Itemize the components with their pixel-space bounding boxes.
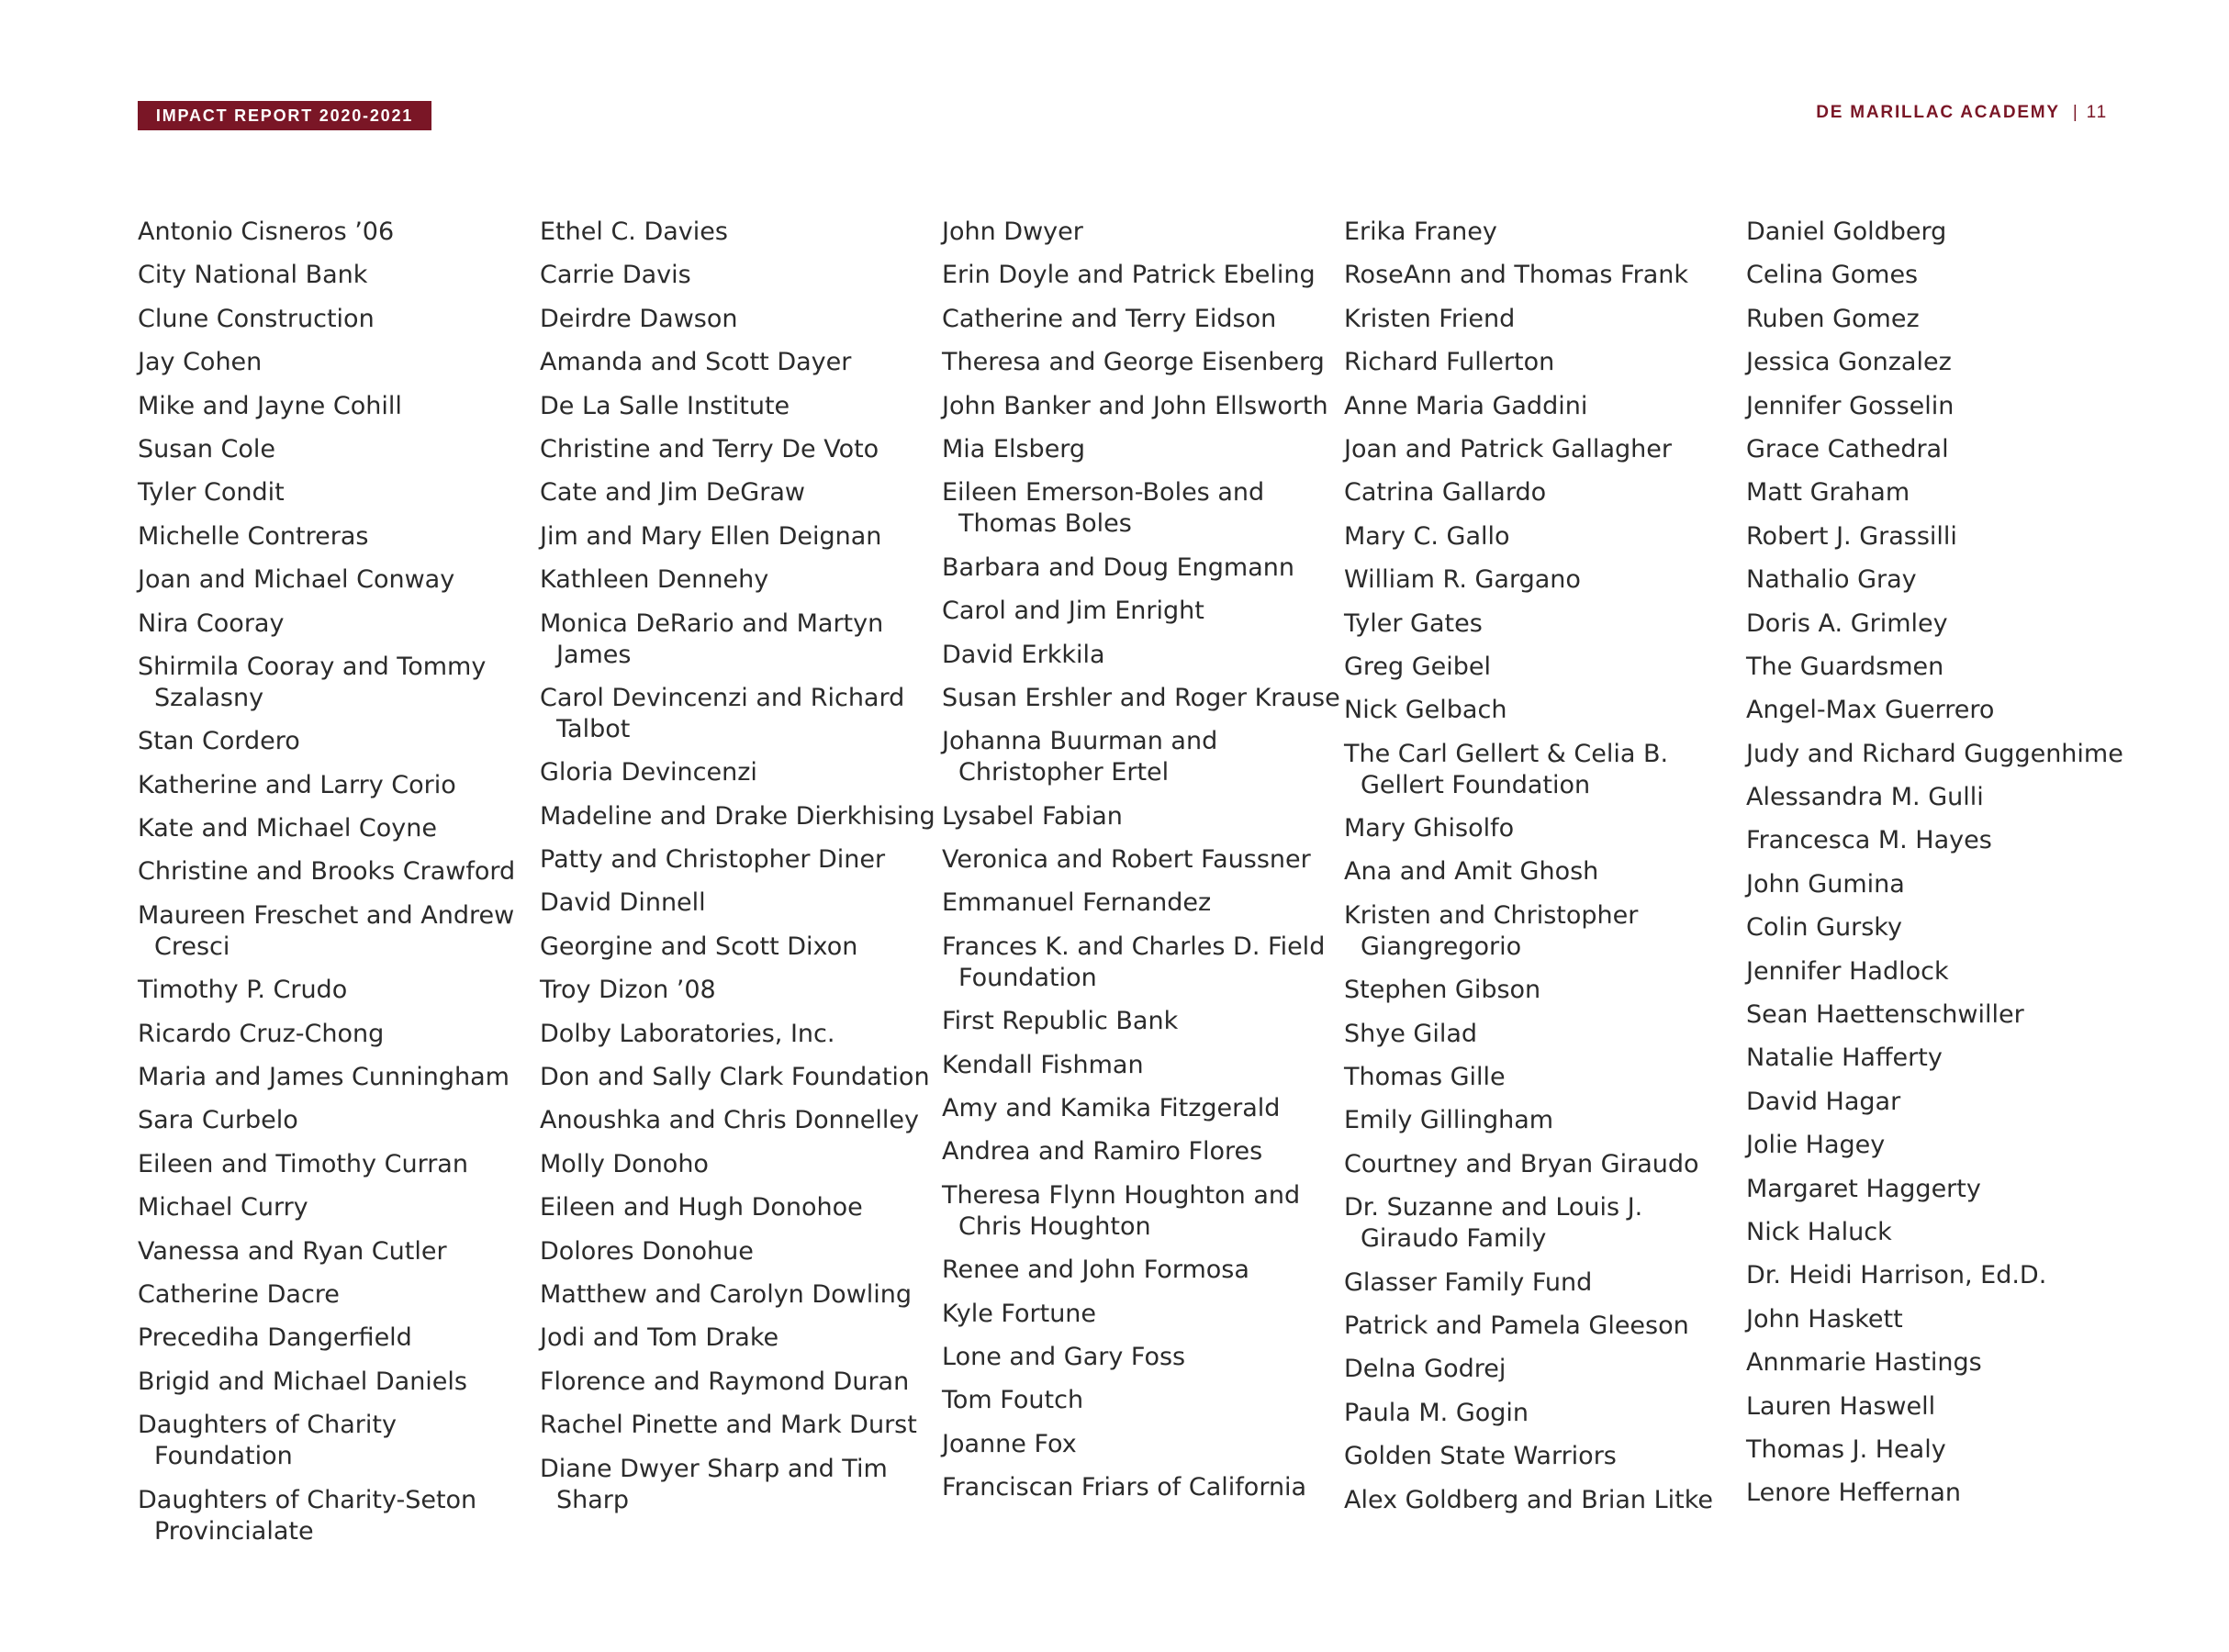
donor-name: Annmarie Hastings [1746,1348,1982,1378]
donor-name: David Hagar [1746,1087,1901,1116]
donor-name: Eileen and Timothy Curran [138,1149,468,1178]
donor-name: Jay Cohen [138,348,263,377]
donor-name: Kendall Fishman [942,1050,1144,1079]
donor-name: John Dwyer [942,218,1083,246]
donor-name: Andrea and Ramiro Flores [942,1137,1263,1166]
donor-name: Kate and Michael Coyne [138,814,438,843]
donor-name: Erika Franey [1344,218,1497,246]
donor-name: Joan and Patrick Gallagher [1344,434,1672,463]
donor-name: John Banker and John Ellsworth [942,391,1328,420]
donor-name: Daughters of Charity Foundation [138,1411,397,1471]
donor-name: Lauren Haswell [1746,1391,1936,1421]
donor-name: Mia Elsberg [942,434,1086,463]
donor-name: Shirmila Cooray and Tommy Szalasny [138,652,487,712]
donor-name: Sean Haettenschwiller [1746,1000,2024,1030]
donor-name: John Gumina [1746,869,1905,899]
donor-name: Tyler Gates [1344,608,1483,638]
donor-name: Gloria Devincenzi [540,758,757,787]
donor-name: Matthew and Carolyn Dowling [540,1279,913,1309]
donor-name: Georgine and Scott Dixon [540,932,858,961]
donor-name: Richard Fullerton [1344,348,1555,377]
donor-name: Monica DeRario and Martyn James [540,608,884,669]
donor-name: Renee and John Formosa [942,1256,1249,1285]
donor-name: Nick Haluck [1746,1217,1892,1246]
donor-name: Lenore Heffernan [1746,1479,1962,1508]
donor-name: Franciscan Friars of California [942,1473,1307,1502]
donor-name: Frances K. and Charles D. Field Foundation [942,932,1326,992]
donor-name: Lysabel Fabian [942,801,1123,831]
donor-name: Kathleen Dennehy [540,565,769,595]
donor-name: Anoushka and Chris Donnelley [540,1106,920,1135]
donor-name: Susan Ershler and Roger Krause [942,683,1340,712]
donor-name: Christine and Terry De Voto [540,434,879,463]
donor-name: Nira Cooray [138,608,285,638]
donor-name: Johanna Buurman and Christopher Ertel [942,727,1218,787]
donor-name: Alessandra M. Gulli [1746,783,1984,812]
donor-name: Amy and Kamika Fitzgerald [942,1094,1281,1123]
donor-name: David Dinnell [540,888,706,918]
donor-name: Clune Construction [138,304,375,333]
donor-name: Katherine and Larry Corio [138,770,456,799]
header-separator: | [2072,103,2079,122]
donor-name: Catrina Gallardo [1344,478,1547,508]
donor-name: Molly Donoho [540,1149,709,1178]
donor-name: Tyler Condit [138,478,285,508]
donor-name: Golden State Warriors [1344,1442,1617,1471]
donor-list [138,217,2139,1559]
donor-name: Kristen Friend [1344,304,1516,333]
donor-name: Patty and Christopher Diner [540,845,886,875]
donor-column-2 [540,217,942,1559]
donor-name: The Guardsmen [1746,652,1944,681]
donor-name: Catherine and Terry Eidson [942,304,1277,333]
donor-name: Rachel Pinette and Mark Durst [540,1411,917,1440]
donor-name: Nick Gelbach [1344,696,1507,725]
donor-name: Theresa Flynn Houghton and Chris Houghton [942,1180,1301,1241]
report-title-badge: IMPACT REPORT 2020-2021 [138,101,431,130]
donor-name: Daughters of Charity-Seton Provincialate [138,1485,477,1546]
donor-name: Kristen and Christopher Giangregorio [1344,900,1639,961]
donor-name: Thomas Gille [1344,1063,1506,1092]
donor-name: Thomas J. Healy [1746,1434,1946,1464]
donor-column-3 [942,217,1344,1559]
donor-name: Dolores Donohue [540,1236,754,1266]
donor-name: Colin Gursky [1746,913,1902,943]
donor-name: Tom Foutch [942,1386,1084,1415]
donor-name: Christine and Brooks Crawford [138,857,516,887]
donor-name: Natalie Hafferty [1746,1044,1943,1073]
donor-name: Courtney and Bryan Giraudo [1344,1149,1699,1178]
donor-name: Patrick and Pamela Gleeson [1344,1311,1689,1340]
donor-name: Brigid and Michael Daniels [138,1367,467,1396]
donor-name: Don and Sally Clark Foundation [540,1063,930,1092]
donor-name: Jennifer Gosselin [1746,391,1955,420]
donor-name: Mike and Jayne Cohill [138,391,402,420]
donor-name: Paula M. Gogin [1344,1398,1529,1427]
donor-column-5 [1746,217,2148,1559]
donor-name: Joanne Fox [942,1429,1077,1458]
donor-name: David Erkkila [942,640,1105,669]
donor-name: Theresa and George Eisenberg [942,348,1325,377]
donor-name: Florence and Raymond Duran [540,1367,910,1396]
donor-name: Nathalio Gray [1746,565,1917,595]
donor-column-1 [138,217,540,1559]
donor-name: Stan Cordero [138,727,300,756]
donor-name: Ricardo Cruz-Chong [138,1019,385,1048]
donor-name: Judy and Richard Guggenhime [1746,739,2123,768]
donor-name: Dr. Heidi Harrison, Ed.D. [1746,1261,2047,1290]
donor-name: Daniel Goldberg [1746,218,1947,246]
page-number: 11 [2086,103,2108,122]
donor-name: Carol Devincenzi and Richard Talbot [540,683,905,743]
page-header [1816,103,2108,123]
donor-name: Lone and Gary Foss [942,1342,1186,1371]
donor-name: Maria and James Cunningham [138,1063,510,1092]
donor-name: The Carl Gellert & Celia B. Gellert Foundation [1344,739,1669,799]
donor-name: Dr. Suzanne and Louis J. Giraudo Family [1344,1193,1643,1254]
donor-name: Margaret Haggerty [1746,1174,1981,1203]
donor-name: Ana and Amit Ghosh [1344,857,1599,887]
donor-name: Vanessa and Ryan Cutler [138,1236,447,1266]
donor-name: Jennifer Hadlock [1746,956,1949,986]
donor-name: Celina Gomes [1746,261,1919,290]
donor-name: Veronica and Robert Faussner [942,845,1311,875]
donor-name: Emily Gillingham [1344,1106,1554,1135]
donor-name: Madeline and Drake Dierkhising [540,801,935,831]
donor-name: First Republic Bank [942,1007,1179,1036]
donor-name: Susan Cole [138,434,276,463]
donor-name: Joan and Michael Conway [138,565,455,595]
donor-name: Stephen Gibson [1344,976,1541,1005]
donor-name: Emmanuel Fernandez [942,888,1212,918]
donor-name: Robert J. Grassilli [1746,521,1957,551]
donor-name: Eileen and Hugh Donohoe [540,1193,863,1222]
donor-name: City National Bank [138,261,368,290]
donor-name: Alex Goldberg and Brian Litke [1344,1485,1714,1514]
donor-name: Ethel C. Davies [540,218,728,246]
donor-name: Jim and Mary Ellen Deignan [540,521,882,551]
donor-name: Erin Doyle and Patrick Ebeling [942,261,1316,290]
donor-name: Ruben Gomez [1746,304,1920,333]
donor-name: Sara Curbelo [138,1106,298,1135]
donor-name: Jolie Hagey [1746,1131,1886,1160]
organization-name: DE MARILLAC ACADEMY [1816,103,2060,122]
donor-name: RoseAnn and Thomas Frank [1344,261,1688,290]
donor-name: Carrie Davis [540,261,691,290]
donor-name: Diane Dwyer Sharp and Tim Sharp [540,1454,888,1514]
donor-name: Catherine Dacre [138,1279,340,1309]
donor-name: Michelle Contreras [138,521,369,551]
donor-name: Carol and Jim Enright [942,597,1204,626]
donor-name: Cate and Jim DeGraw [540,478,805,508]
donor-name: William R. Gargano [1344,565,1581,595]
donor-name: Glasser Family Fund [1344,1267,1593,1297]
donor-name: Mary Ghisolfo [1344,814,1515,843]
donor-name: Greg Geibel [1344,652,1492,681]
donor-name: Precediha Dangerfield [138,1323,412,1353]
donor-name: Antonio Cisneros ’06 [138,218,395,246]
donor-name: Matt Graham [1746,478,1910,508]
donor-column-4 [1344,217,1746,1559]
donor-name: Mary C. Gallo [1344,521,1510,551]
donor-name: Francesca M. Hayes [1746,826,1992,855]
donor-name: Deirdre Dawson [540,304,738,333]
donor-name: Timothy P. Crudo [138,976,348,1005]
donor-name: Jodi and Tom Drake [540,1323,779,1353]
donor-name: Dolby Laboratories, Inc. [540,1019,835,1048]
donor-name: Barbara and Doug Engmann [942,553,1294,582]
donor-name: Anne Maria Gaddini [1344,391,1588,420]
donor-name: Angel-Max Guerrero [1746,696,1995,725]
donor-name: Eileen Emerson-Boles and Thomas Boles [942,478,1265,539]
donor-name: Grace Cathedral [1746,434,1949,463]
donor-name: Shye Gilad [1344,1019,1478,1048]
donor-name: Troy Dizon ’08 [540,976,716,1005]
donor-name: Delna Godrej [1344,1355,1507,1384]
donor-name: Amanda and Scott Dayer [540,348,852,377]
donor-name: Michael Curry [138,1193,308,1222]
donor-name: Doris A. Grimley [1746,608,1948,638]
donor-name: John Haskett [1746,1304,1903,1334]
donor-name: De La Salle Institute [540,391,790,420]
donor-name: Jessica Gonzalez [1746,348,1952,377]
donor-name: Maureen Freschet and Andrew Cresci [138,900,515,961]
donor-name: Kyle Fortune [942,1299,1097,1328]
